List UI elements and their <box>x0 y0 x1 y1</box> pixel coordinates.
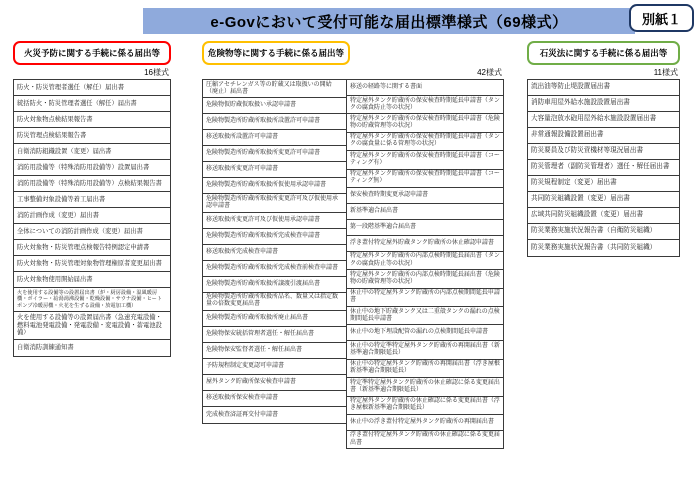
form-item: 危険物製造所貯蔵所取扱所変更許可申請書 <box>203 146 346 162</box>
fire-form-count: 16様式 <box>144 68 169 77</box>
section-sekisai-law <box>527 41 680 257</box>
form-item: 移送取扱所設置許可申請書 <box>203 130 346 146</box>
hazmat-form-count: 42様式 <box>477 68 502 77</box>
form-item: 防災業務実施状況報告書（自衛防災組織） <box>528 224 679 240</box>
form-item: 自衛消防訓練通知書 <box>17 343 74 351</box>
form-item: 防火対象物点検結果報告書 <box>14 112 170 128</box>
form-item: 新基準適合届出書 <box>347 204 503 220</box>
page-title: e-Govにおいて受付可能な届出標準様式（69様式） <box>143 8 635 34</box>
form-item: 完成検査済証再交付申請書 <box>206 411 279 418</box>
form-item: 防災管理点検結果報告書 <box>14 128 170 144</box>
form-item: 特定準特定屋外タンク貯蔵所の休止確認に係る変更届出書（新基準適合期限延長） <box>347 378 503 396</box>
form-item: 防火対象物・防災管理対象物管理権原者変更届出書 <box>14 256 170 272</box>
form-item: 広域共同防災組織設置（変更）届出書 <box>528 208 679 224</box>
form-item: 休止中の特定屋外タンク貯蔵所の再開届出書（浮き屋根新基準適合期限延長） <box>347 360 503 378</box>
form-item: 特定屋外タンク貯蔵所の内部点検時期延長届出書（タンクの腐食防止等の状況） <box>347 252 503 270</box>
form-item: 第一段階基準適合届出書 <box>347 220 503 236</box>
form-item: 予防規程制定変更認可申請書 <box>203 359 346 375</box>
form-item: 統括防火・防災管理者選任（解任）届出書 <box>14 96 170 112</box>
form-item: 全体についての消防計画作成（変更）届出書 <box>14 224 170 240</box>
form-item: 消防用設備等（特殊消防用設備等）点検結果報告書 <box>14 176 170 192</box>
form-item: 危険物製造所貯蔵所取扱所仮使用承認申請書 <box>203 178 346 194</box>
form-item: 火を使用する設備等の設置届出書（炉・厨房設備・温風暖房機・ボイラー・給湯湯沸設備・乾燥設備・サウナ設備・ヒートポンプ冷暖房機・火花を生ずる設備・放電加工機） <box>14 288 170 312</box>
form-item: 流出油等防止堤設置届出書 <box>528 80 679 96</box>
form-item: 共同防災組織設置（変更）届出書 <box>528 192 679 208</box>
form-item: 危険物保安監督者選任・解任届出書 <box>203 343 346 359</box>
form-item: 休止中の浮き蓋付特定屋外タンク貯蔵所の再開届出書 <box>347 415 503 431</box>
form-item: 大容量泡放水砲用屋外給水施設設置届出書 <box>528 112 679 128</box>
form-item: 防災規程制定（変更）届出書 <box>528 176 679 192</box>
form-item: 危険物製造所貯蔵所取扱所変更許可及び仮使用承認申請書 <box>203 194 346 212</box>
form-item: 特定屋外タンク貯蔵所の保安検査時期延長申請書（タンクの腐食防止等の状況） <box>347 96 503 114</box>
form-item: 防火対象物・防災管理点検報告特例認定申請書 <box>14 240 170 256</box>
form-item: 特定屋外タンク貯蔵所の内部点検時期延長届出書（危険物の貯蔵管理等の状況） <box>347 270 503 288</box>
form-item: 移送取扱所変更許可及び仮使用承認申請書 <box>203 213 346 229</box>
form-item: 移送取扱所保安検査申請書 <box>203 391 346 407</box>
form-item: 移送取扱所完成検査申請書 <box>203 245 346 261</box>
form-item: 特定屋外タンク貯蔵所の保安検査時期延長申請書（コーティング有） <box>347 151 503 169</box>
form-item: 特定屋外タンク貯蔵所の休止確認に係る変更届出書（浮き屋根新基準適合期限延長） <box>347 397 503 415</box>
form-item: 危険物製造所貯蔵所取扱所廃止届出書 <box>203 311 346 327</box>
form-item: 危険物製造所貯蔵所取扱所完成検査申請書 <box>203 229 346 245</box>
form-item: 防火・防災管理者選任（解任）届出書 <box>14 80 170 96</box>
form-item: 防火対象物使用開始届出書 <box>14 272 170 288</box>
section-fire-prevention <box>13 41 171 357</box>
form-item: 保安検査時期変更承認申請書 <box>347 188 503 204</box>
form-item: 非常通報設備設置届出書 <box>528 128 679 144</box>
form-item: 移送の経路等に関する書面 <box>347 80 503 96</box>
form-item: 休止中の地下埋設配管の漏れの点検期間延長申請書 <box>347 325 503 341</box>
form-item: 工事整備対象設備等着工届出書 <box>14 192 170 208</box>
sekisai-section-header: 石災法に関する手続に係る届出等 <box>527 41 680 65</box>
hazmat-form-table-left <box>202 79 347 424</box>
form-item: 消防用設備等（特殊消防用設備等）設置届出書 <box>14 160 170 176</box>
form-item: 防災要員及び防災資機材等現況届出書 <box>528 144 679 160</box>
fire-form-table <box>13 79 171 357</box>
form-item: 危険物仮貯蔵仮取扱い承認申請書 <box>203 98 346 114</box>
form-item: 特定屋外タンク貯蔵所の保安検査時期延長申請書（危険物の貯蔵管理等の状況） <box>347 114 503 132</box>
attachment-badge: 別紙１ <box>629 4 694 32</box>
form-item: 休止中の特定屋外タンク貯蔵所の内部点検期間延長申請書 <box>347 289 503 307</box>
sekisai-form-table <box>527 79 680 257</box>
form-item: 屋外タンク貯蔵所保安検査申請書 <box>203 375 346 391</box>
form-item: 特定屋外タンク貯蔵所の保安検査時期延長申請書（コーティング無） <box>347 170 503 188</box>
form-item: 危険物製造所貯蔵所取扱所設置許可申請書 <box>203 114 346 130</box>
form-item: 自衛消防組織設置（変更）届出書 <box>14 144 170 160</box>
form-item: 休止中の特定準特定屋外タンク貯蔵所の再開届出書（新基準適合期限延長） <box>347 341 503 359</box>
form-item: 危険物保安統括管理者選任・解任届出書 <box>203 327 346 343</box>
form-item: 消防車用屋外給水施設設置届出書 <box>528 96 679 112</box>
form-item: 浮き蓋付特定屋外タンク貯蔵所の休止確認に係る変更届出書 <box>350 432 500 446</box>
form-item: 圧縮アセチレンガス等の貯蔵又は取扱いの開始（廃止）届出書 <box>203 80 346 98</box>
form-item: 浮き蓋付特定屋外貯蔵タンク貯蔵所の休止確認申請書 <box>347 236 503 252</box>
form-item: 特定屋外タンク貯蔵所の保安検査時期延長申請書（タンクの腐食量に係る管理等の状況） <box>347 133 503 151</box>
form-item: 防災管理者（副防災管理者）選任・解任届出書 <box>528 160 679 176</box>
form-item: 火を使用する設備等の設置届出書（急速充電設備・燃料電池発電設備・発電設備・変電設備・蓄電池設備） <box>14 312 170 340</box>
form-item: 危険物製造所貯蔵所取扱所品名、数量又は指定数量の倍数変更届出書 <box>203 293 346 311</box>
form-item: 危険物製造所貯蔵所取扱所完成検査前検査申請書 <box>203 261 346 277</box>
fire-section-header: 火災予防に関する手続に係る届出等 <box>13 41 171 65</box>
form-item: 危険物製造所貯蔵所取扱所譲渡引渡届出書 <box>203 277 346 293</box>
section-hazardous-materials <box>202 41 504 449</box>
hazmat-subtables <box>202 79 504 449</box>
form-item: 移送取扱所変更許可申請書 <box>203 162 346 178</box>
sekisai-form-count: 11様式 <box>653 68 678 77</box>
form-item: 防災業務実施状況報告書（共同防災組織） <box>531 243 657 251</box>
form-item: 消防計画作成（変更）届出書 <box>14 208 170 224</box>
form-item: 休止中の地下貯蔵タンク又は二重殻タンクの漏れの点検期間延長申請書 <box>347 307 503 325</box>
hazmat-section-header: 危険物等に関する手続に係る届出等 <box>202 41 350 65</box>
hazmat-form-table-right <box>346 79 504 449</box>
